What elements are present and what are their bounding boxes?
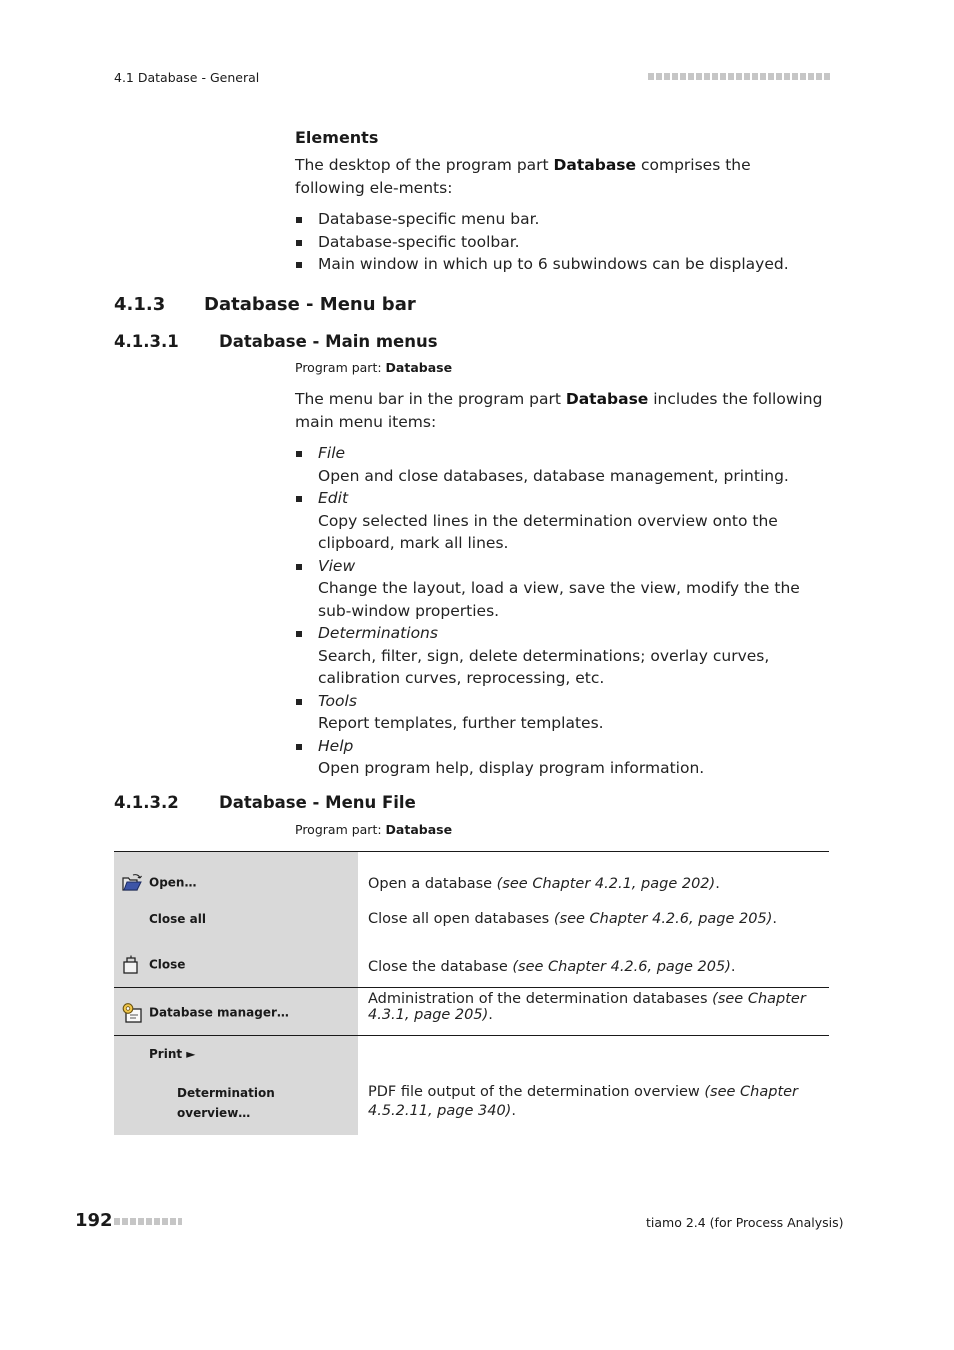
elements-heading: Elements bbox=[295, 128, 379, 147]
table-row bbox=[114, 852, 829, 900]
list-item: View Change the layout, load a view, save the view, modify the the sub-window properties. bbox=[295, 555, 830, 623]
program-part-label: Program part: Database bbox=[295, 360, 453, 375]
elements-intro: The desktop of the program part Database comprises the following ele-ments: bbox=[295, 156, 751, 197]
section-heading-4-1-3: 4.1.3 Database - Menu bar bbox=[114, 294, 416, 315]
menu-item-description: Open a database (see Chapter 4.2.1, page 202). bbox=[358, 852, 829, 900]
section-heading-4-1-3-1: 4.1.3.1 Database - Main menus bbox=[114, 332, 438, 351]
menu-item-description: PDF file output of the determination overview (see Chapter 4.5.2.11, page 340). bbox=[368, 1083, 799, 1119]
list-item: Database-specific toolbar. bbox=[295, 231, 830, 254]
section-heading-4-1-3-2: 4.1.3.2 Database - Menu File bbox=[114, 793, 416, 812]
list-item: Edit Copy selected lines in the determination overview onto the clipboard, mark all lines. bbox=[295, 487, 830, 555]
menu-item-print: Print ► bbox=[114, 1036, 358, 1073]
main-menus-intro: The menu bar in the program part Database includes the following main menu items: bbox=[295, 390, 823, 431]
list-item: Tools Report templates, further templates. bbox=[295, 690, 830, 735]
menu-item-description: Close all open databases (see Chapter 4.2.6, page 205). bbox=[368, 911, 777, 927]
menu-item-database-manager: Database manager… bbox=[114, 988, 358, 1036]
main-menu-list bbox=[295, 442, 830, 780]
footer-dot-rule bbox=[114, 1218, 182, 1225]
open-folder-icon bbox=[121, 873, 143, 893]
table-row bbox=[114, 939, 829, 988]
database-manager-icon bbox=[121, 1003, 143, 1023]
menu-item-description: Close the database (see Chapter 4.2.6, page 205). bbox=[368, 959, 736, 975]
menu-item-description bbox=[358, 1036, 829, 1073]
menu-item-open: Open… bbox=[114, 852, 358, 900]
list-item: Database-specific menu bar. bbox=[295, 208, 830, 231]
menu-item-close-all: Close all bbox=[114, 900, 358, 939]
product-name: tiamo 2.4 (for Process Analysis) bbox=[646, 1215, 844, 1230]
list-item: File Open and close databases, database management, printing. bbox=[295, 442, 830, 487]
table-row bbox=[114, 1036, 829, 1073]
menu-item-close: Close bbox=[114, 939, 358, 988]
table-row bbox=[114, 900, 829, 939]
menu-item-determination-overview: Determination overview… bbox=[114, 1073, 358, 1135]
menu-item-description: Administration of the determination databases (see Chapter 4.3.1, page 205). bbox=[358, 988, 829, 1036]
header-dot-rule bbox=[648, 73, 830, 80]
page-number: 192 bbox=[75, 1210, 113, 1231]
close-database-icon bbox=[121, 955, 143, 975]
elements-list bbox=[295, 208, 830, 276]
list-item: Main window in which up to 6 subwindows can be displayed. bbox=[295, 253, 830, 276]
running-header: 4.1 Database - General bbox=[114, 70, 260, 85]
program-part-label: Program part: Database bbox=[295, 822, 453, 837]
list-item: Help Open program help, display program information. bbox=[295, 735, 830, 780]
list-item: Determinations Search, filter, sign, delete determinations; overlay curves, calibration curves, reprocessing, etc. bbox=[295, 622, 830, 690]
table-row bbox=[114, 988, 829, 1036]
menu-file-table bbox=[114, 851, 829, 1135]
table-row bbox=[114, 1073, 829, 1135]
